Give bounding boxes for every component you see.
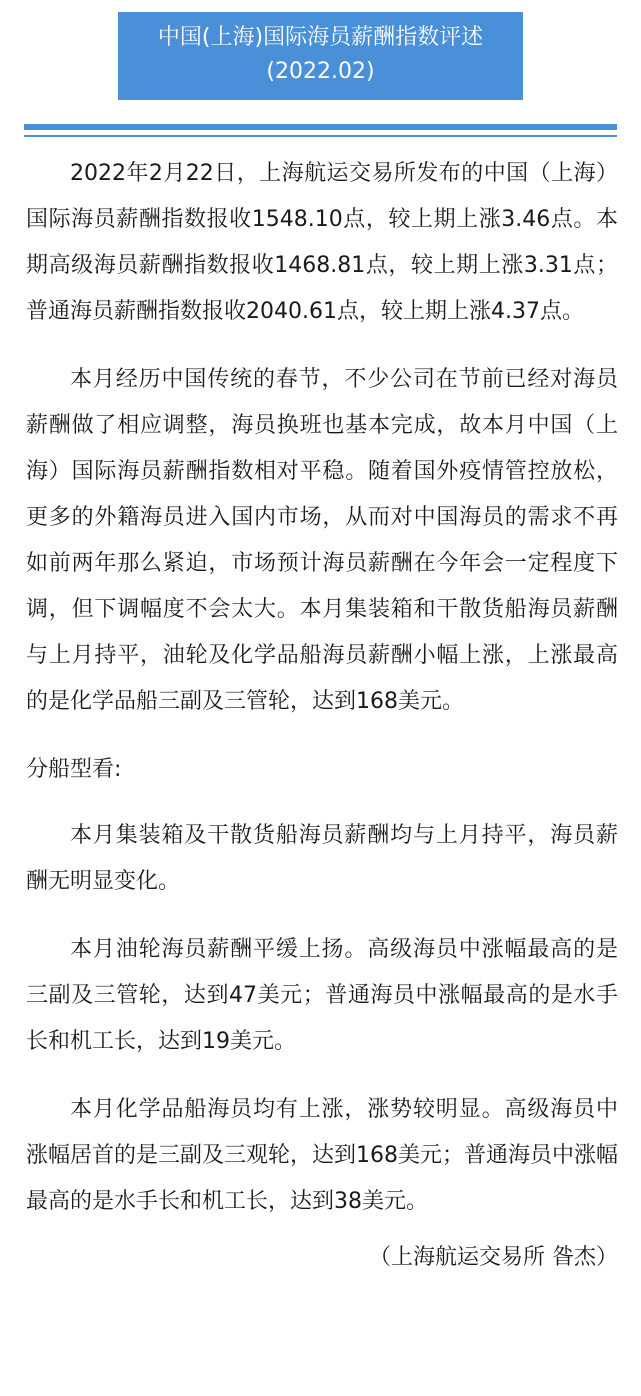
paragraph-market-analysis: 本月经历中国传统的春节，不少公司在节前已经对海员薪酬做了相应调整，海员换班也基本完成，故本月中国（上海）国际海员薪酬指数相对平稳。随着国外疫情管控放松，更多的外籍海员进入国内市场，从而对中国海员的需求不再如前两年那么紧迫，市场预计海员薪酬在今年会一定程度下调，但下调幅度不会太大。本月集装箱和干散货船海员薪酬与上月持平，油轮及化学品船海员薪酬小幅上涨，上涨最高的是化学品船三副及三管轮，达到168美元。 — [26, 367, 618, 714]
paragraph-container-bulk: 本月集装箱及干散货船海员薪酬均与上月持平，海员薪酬无明显变化。 — [26, 823, 618, 894]
divider-thin — [24, 135, 617, 137]
title-date: (2022.02) — [266, 59, 375, 84]
title-banner — [118, 12, 523, 100]
divider-thick — [24, 124, 617, 130]
paragraph-index-summary: 2022年2月22日，上海航运交易所发布的中国（上海）国际海员薪酬指数报收1548.10点，较上期上涨3.46点。本期高级海员薪酬指数报收1468.81点，较上期上涨3.31点；普通海员薪酬指数报收2040.61点，较上期上涨4.37点。 — [26, 161, 618, 324]
paragraph-tanker: 本月油轮海员薪酬平缓上扬。高级海员中涨幅最高的是三副及三管轮，达到47美元；普通海员中涨幅最高的是水手长和机工长，达到19美元。 — [26, 937, 618, 1054]
paragraph-chemical-tanker: 本月化学品船海员均有上涨，涨势较明显。高级海员中涨幅居首的是三副及三观轮，达到168美元；普通海员中涨幅最高的是水手长和机工长，达到38美元。 — [26, 1097, 618, 1214]
paragraph-by-ship-type-heading: 分船型看: — [26, 757, 122, 782]
signature: （上海航运交易所 昝杰） — [369, 1245, 618, 1270]
title-main: 中国(上海)国际海员薪酬指数评述 — [157, 25, 484, 50]
article-body — [26, 151, 618, 1281]
